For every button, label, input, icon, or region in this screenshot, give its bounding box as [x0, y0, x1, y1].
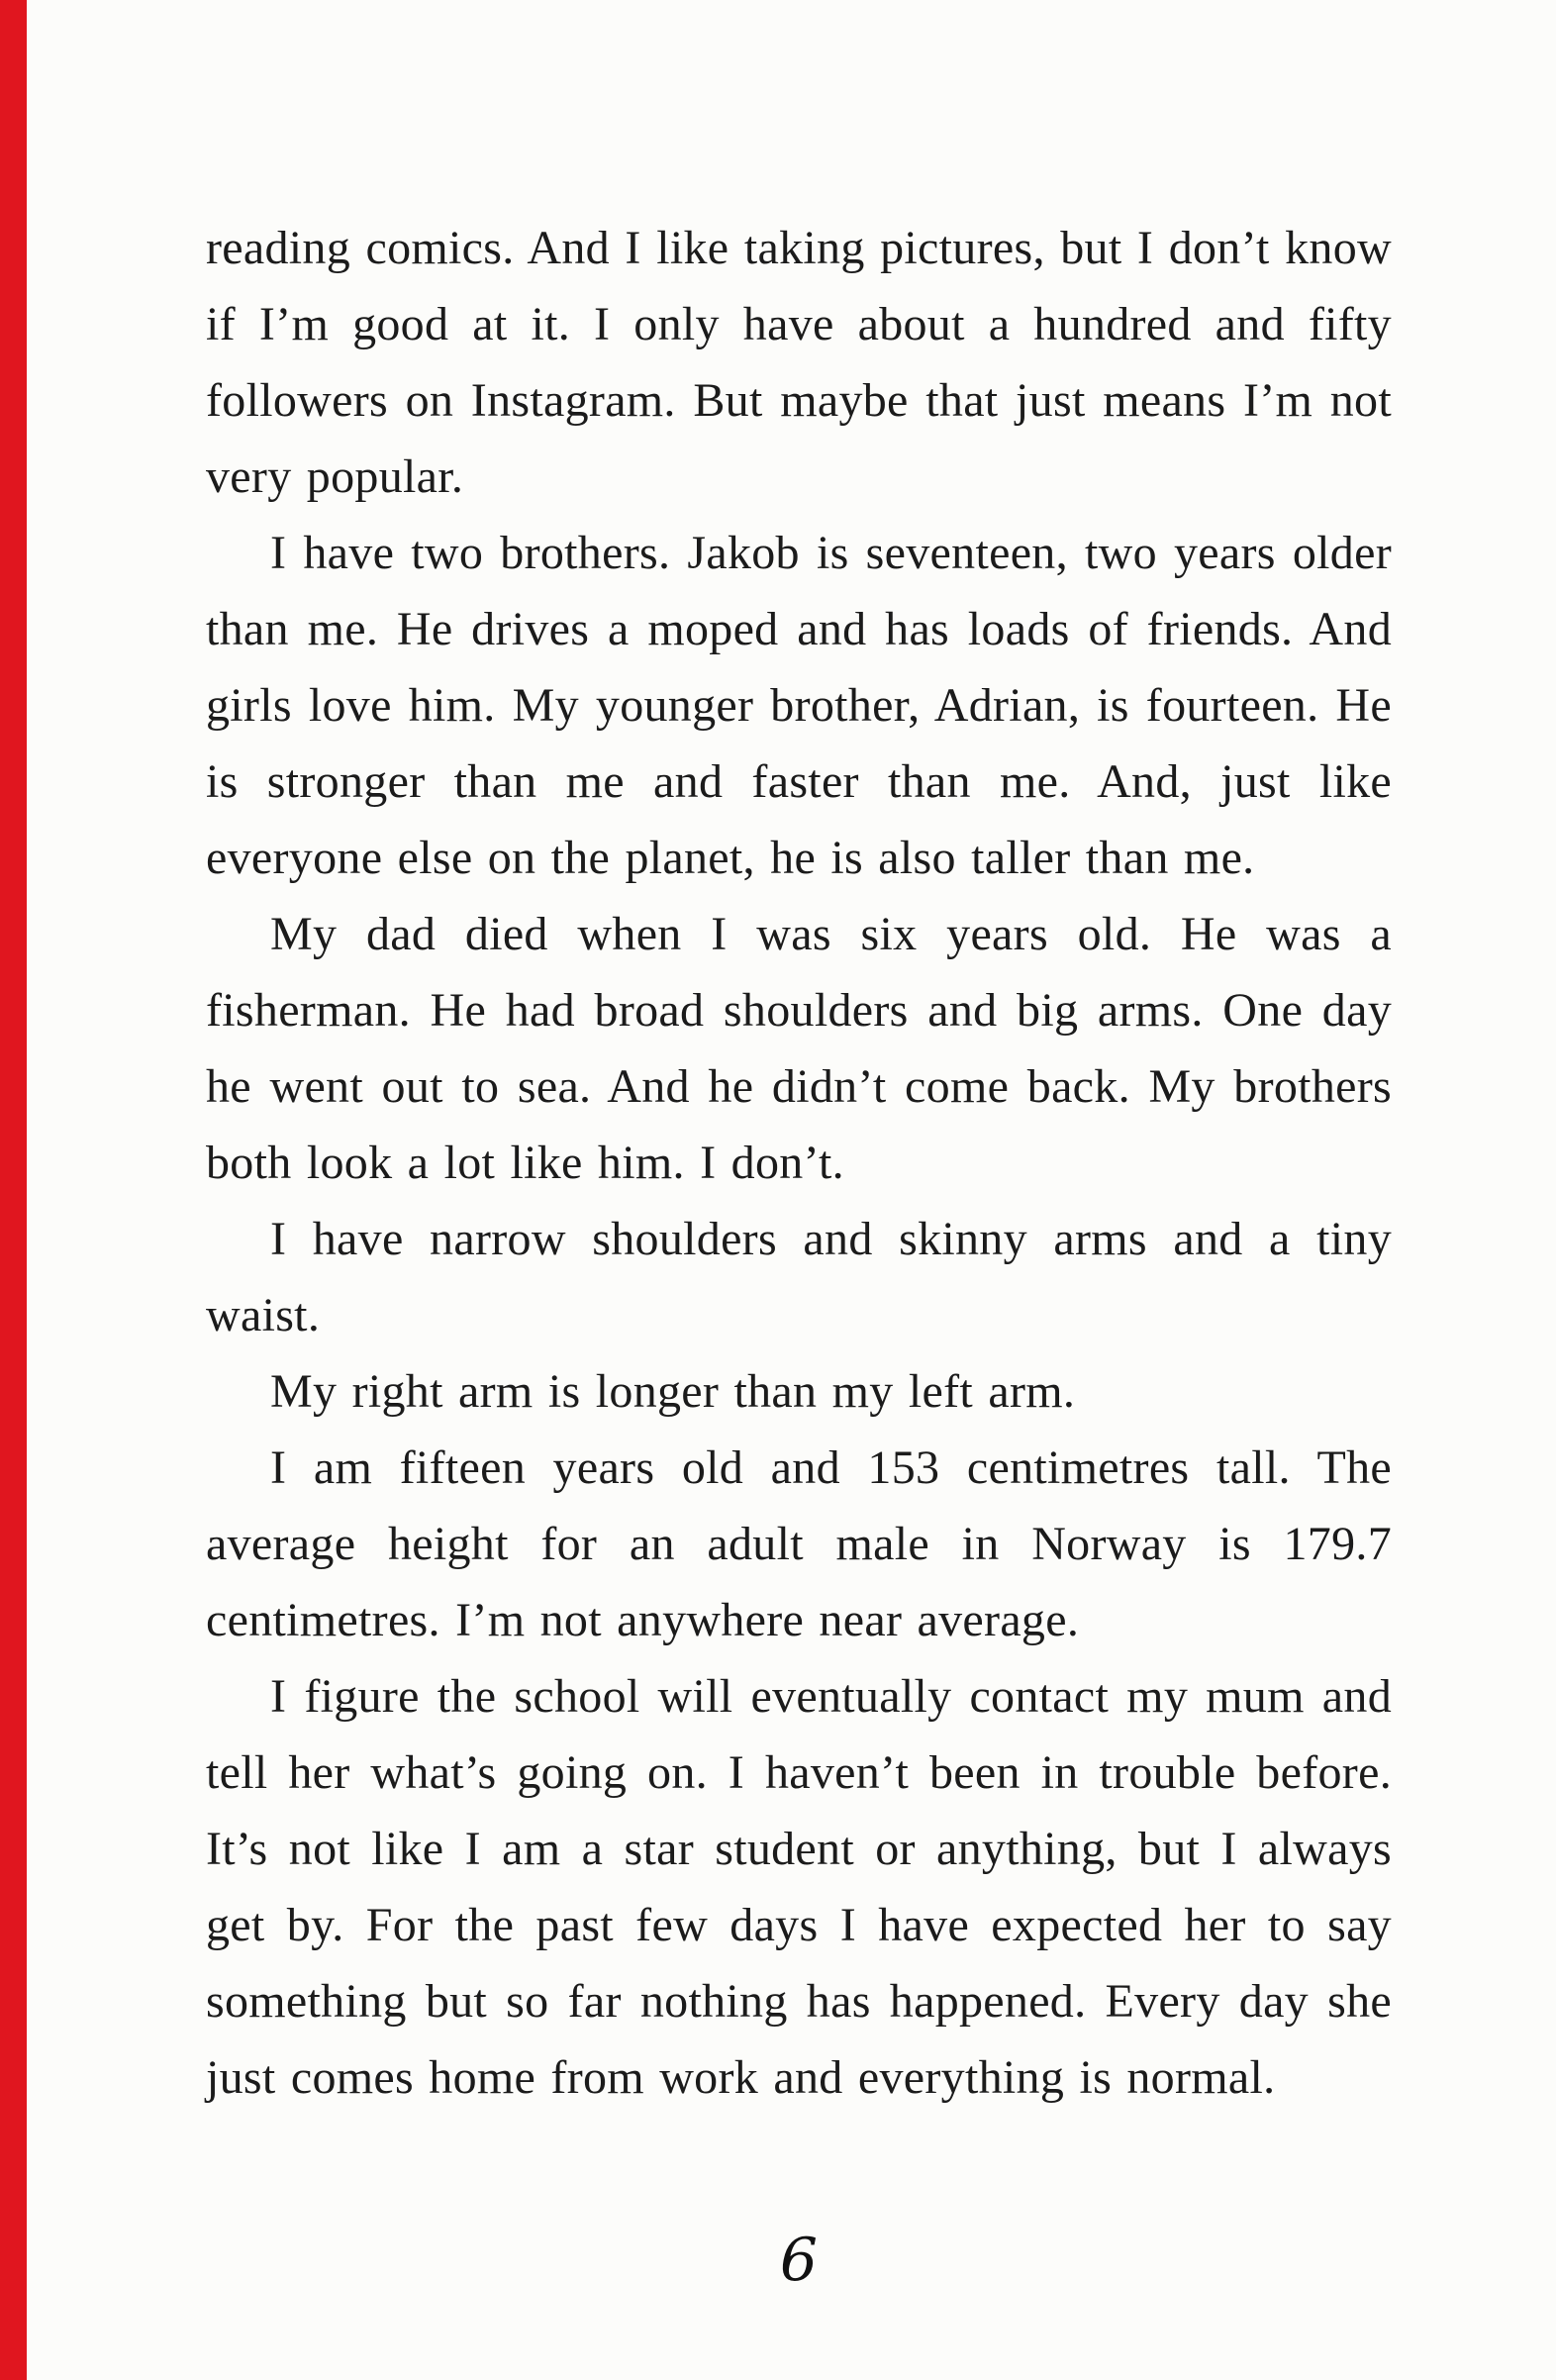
cover-edge-strip: [0, 0, 27, 2380]
paragraph-7: I figure the school will eventually contact my mum and tell her what’s going on. I haven’t been in trouble before. It’s not like I am a star student or anything, but I always get by. For the past few days I have expected her to say something but so far nothing has happened. Every day she just comes home from work and everything is normal.: [206, 1670, 1392, 2104]
paragraph-2: I have two brothers. Jakob is seventeen, two years older than me. He drives a moped and has loads of friends. And girls love him. My younger brother, Adrian, is fourteen. He is stronger than me and faster than me. And, just like everyone else on the planet, he is also taller than me.: [206, 527, 1392, 884]
page-number: 6: [779, 2226, 819, 2295]
paragraph-6: I am fifteen years old and 153 centimetres tall. The average height for an adult male in Norway is 179.7 centimetres. I’m not anywhere near average.: [206, 1441, 1392, 1646]
paragraph-4: I have narrow shoulders and skinny arms and a tiny waist.: [206, 1213, 1392, 1341]
paragraph-1: reading comics. And I like taking pictures, but I don’t know if I’m good at it. I only have about a hundred and fifty followers on Instagram. But maybe that just means I’m not very popular.: [206, 222, 1392, 503]
paragraph-5: My right arm is longer than my left arm.: [270, 1365, 1076, 1418]
body-text: [206, 210, 1392, 2116]
book-page: [27, 0, 1556, 2380]
paragraph-3: My dad died when I was six years old. He was a fisherman. He had broad shoulders and big arms. One day he went out to sea. And he didn’t come back. My brothers both look a lot like him. I don’t.: [206, 908, 1392, 1189]
